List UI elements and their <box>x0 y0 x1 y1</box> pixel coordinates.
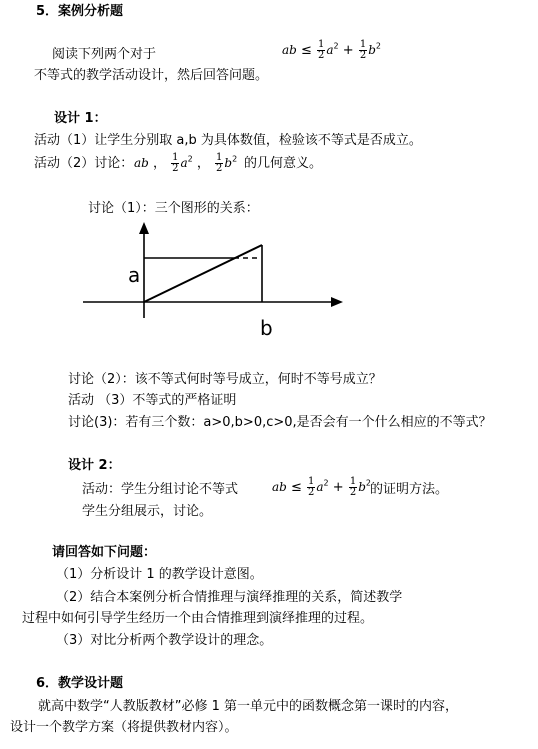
design1-activity2-suffix: 的几何意义。 <box>244 156 323 171</box>
inequality-formula: ab ≤ $\frac{1}{2}$ $a^2$ + $\frac{1}{2}$ $b^2$ <box>282 39 381 61</box>
questions-title: 请回答如下问题： <box>52 545 157 560</box>
figure-label-b: b <box>260 316 273 340</box>
activity2-terms: ab ， $\frac{1}{2}$ $a^2$ ， $\frac{1}{2}$ $b^2$ <box>134 152 238 174</box>
section5-title: 5．案例分析题 <box>36 4 124 19</box>
design2-activity-prefix: 活动：学生分组讨论不等式 <box>82 482 239 497</box>
design1-activity2-prefix: 活动（2）讨论： <box>34 156 134 171</box>
question-2-line1: （2）结合本案例分析合情推理与演绎推理的关系，简述教学 <box>56 590 403 605</box>
activity3: 活动 （3）不等式的严格证明 <box>68 393 237 408</box>
design2-activity-suffix: 的证明方法。 <box>370 482 449 497</box>
design1-activity1: 活动（1）让学生分别取 a,b 为具体数值，检验该不等式是否成立。 <box>34 133 422 148</box>
design1-title: 设计 1： <box>54 111 107 126</box>
question-2-line2: 过程中如何引导学生经历一个由合情推理到演绎推理的过程。 <box>22 611 374 626</box>
discussion3: 讨论(3)：若有三个数：a>0,b>0,c>0,是否会有一个什么相应的不等式？ <box>68 415 492 430</box>
figure-label-a: a <box>128 263 141 287</box>
section6-line1: 就高中数学“人教版教材”必修 1 第一单元中的函数概念第一课时的内容， <box>38 699 459 714</box>
question-1: （1）分析设计 1 的教学设计意图。 <box>56 567 263 582</box>
intro-text-2: 不等式的教学活动设计，然后回答问题。 <box>34 68 269 83</box>
question-3: （3）对比分析两个教学设计的理念。 <box>56 633 273 648</box>
design2-inequality: ab ≤ $\frac{1}{2}$ $a^2$ + $\frac{1}{2}$ $b^2$ <box>272 476 371 498</box>
y-axis-arrow <box>139 222 149 234</box>
x-axis-arrow <box>331 297 343 307</box>
discussion1: 讨论（1）：三个图形的关系： <box>88 201 259 216</box>
design2-title: 设计 2： <box>68 458 121 473</box>
discussion2: 讨论（2）：该不等式何时等号成立，何时不等号成立？ <box>68 372 382 387</box>
diagonal-line <box>144 245 262 302</box>
section6-line2: 设计一个教学方案（将提供教材内容）。 <box>10 720 238 735</box>
intro-text-1: 阅读下列两个对于 <box>52 47 157 62</box>
section6-title: 6．教学设计题 <box>36 676 124 691</box>
design2-line2: 学生分组展示，讨论。 <box>82 504 213 519</box>
